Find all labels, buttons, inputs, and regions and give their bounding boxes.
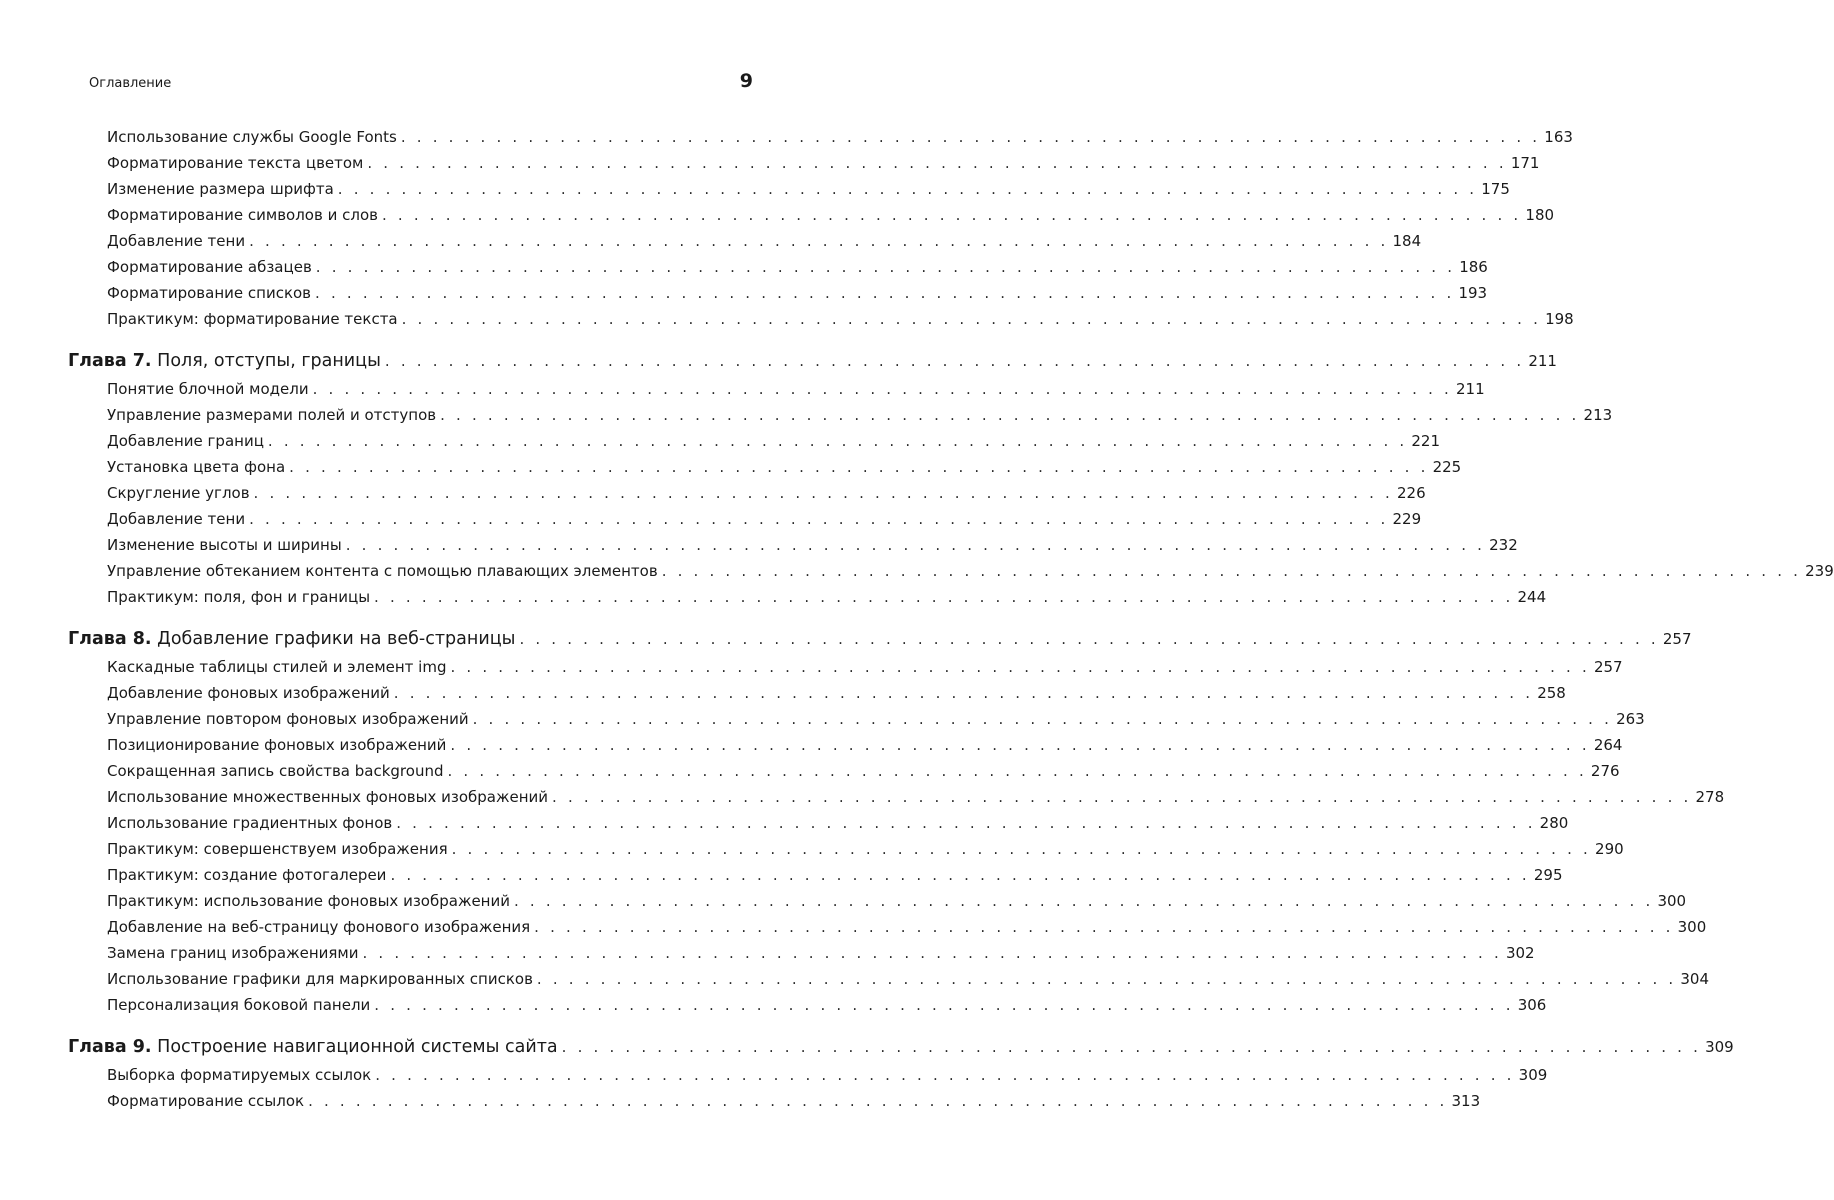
toc-entry[interactable] bbox=[0, 756, 1620, 782]
dot-leader: . . . . . . . . . . . . . . . . . . . . . . . . . . . . . . . . . . . . . . . . . . . . . . . . . . . . . . . . . . . . . . . . . . . . . . . . bbox=[472, 710, 1613, 728]
toc-entry-page: 300 bbox=[1677, 918, 1707, 936]
toc-entry[interactable] bbox=[0, 912, 1707, 938]
dot-leader: . . . . . . . . . . . . . . . . . . . . . . . . . . . . . . . . . . . . . . . . . . . . . . . . . . . . . . . . . . . . . . . . . . . . . . . . bbox=[375, 1066, 1515, 1084]
dot-leader: . . . . . . . . . . . . . . . . . . . . . . . . . . . . . . . . . . . . . . . . . . . . . . . . . . . . . . . . . . . . . . . . . . . . . . . . bbox=[534, 918, 1674, 936]
toc-entry[interactable] bbox=[0, 174, 1510, 200]
toc-entry[interactable] bbox=[0, 678, 1566, 704]
toc-entry-title: Позиционирование фоновых изображений bbox=[107, 736, 447, 754]
toc-entry-page: 313 bbox=[1451, 1092, 1481, 1110]
toc-entry[interactable] bbox=[0, 886, 1687, 912]
running-head: Оглавление bbox=[89, 76, 172, 91]
toc-entry[interactable] bbox=[0, 582, 1547, 608]
dot-leader: . . . . . . . . . . . . . . . . . . . . . . . . . . . . . . . . . . . . . . . . . . . . . . . . . . . . . . . . . . . . . . . . . . . . . . . . bbox=[312, 380, 1453, 398]
toc-entry-title: Практикум: использование фоновых изображений bbox=[107, 892, 510, 910]
toc-entry-title: Форматирование текста цветом bbox=[107, 154, 364, 172]
toc-entry-page: 278 bbox=[1695, 788, 1725, 806]
page-header bbox=[89, 70, 753, 94]
chapter-heading[interactable] bbox=[0, 1032, 1734, 1060]
dot-leader: . . . . . . . . . . . . . . . . . . . . . . . . . . . . . . . . . . . . . . . . . . . . . . . . . . . . . . . . . . . . . . . . . . . . . . . . bbox=[337, 180, 1478, 198]
dot-leader: . . . . . . . . . . . . . . . . . . . . . . . . . . . . . . . . . . . . . . . . . . . . . . . . . . . . . . . . . . . . . . . . . . . . . . . . bbox=[249, 232, 1389, 250]
toc-entry-title: Изменение размера шрифта bbox=[107, 180, 334, 198]
toc-entry-page: 304 bbox=[1680, 970, 1709, 988]
toc-entry[interactable] bbox=[0, 278, 1488, 304]
toc-entry-title: Понятие блочной модели bbox=[107, 380, 309, 398]
toc-entry-title: Добавление на веб-страницу фонового изображения bbox=[107, 918, 531, 936]
toc-entry-title: Практикум: совершенствуем изображения bbox=[107, 840, 448, 858]
toc-entry[interactable] bbox=[0, 252, 1488, 278]
toc-entry-title: Использование графики для маркированных списков bbox=[107, 970, 533, 988]
toc-entry-title: Использование множественных фоновых изображений bbox=[107, 788, 549, 806]
dot-leader: . . . . . . . . . . . . . . . . . . . . . . . . . . . . . . . . . . . . . . . . . . . . . . . . . . . . . . . . . . . . . . . . . . . . . . . . bbox=[447, 762, 1587, 780]
toc-entry-page: 309 bbox=[1518, 1066, 1548, 1084]
toc-entry-page: 163 bbox=[1544, 128, 1573, 146]
dot-leader: . . . . . . . . . . . . . . . . . . . . . . . . . . . . . . . . . . . . . . . . . . . . . . . . . . . . . . . . . . . . . . . . . . . . . . . . bbox=[552, 788, 1692, 806]
toc-entry-title: Управление обтеканием контента с помощью плавающих элементов bbox=[107, 562, 658, 580]
toc-entry-title: Управление повтором фоновых изображений bbox=[107, 710, 469, 728]
toc-entry[interactable] bbox=[0, 374, 1485, 400]
dot-leader: . . . . . . . . . . . . . . . . . . . . . . . . . . . . . . . . . . . . . . . . . . . . . . . . . . . . . . . . . . . . . . . . . . . . . . . . bbox=[362, 944, 1502, 962]
toc-entry-page: 302 bbox=[1505, 944, 1535, 962]
toc-entry[interactable] bbox=[0, 530, 1518, 556]
toc-entry-page: 180 bbox=[1525, 206, 1555, 224]
dot-leader: . . . . . . . . . . . . . . . . . . . . . . . . . . . . . . . . . . . . . . . . . . . . . . . . . . . . . . . . . . . . . . . . . . . . . . . . bbox=[315, 258, 1456, 276]
toc-entry-title: Добавление границ bbox=[107, 432, 264, 450]
toc-entry[interactable] bbox=[0, 122, 1573, 148]
toc-entry[interactable] bbox=[0, 964, 1709, 990]
toc-entry-title: Форматирование списков bbox=[107, 284, 312, 302]
page-number: 9 bbox=[739, 70, 753, 92]
dot-leader: . . . . . . . . . . . . . . . . . . . . . . . . . . . . . . . . . . . . . . . . . . . . . . . . . . . . . . . . . . . . . . . . . . . . . . . . bbox=[249, 510, 1389, 528]
toc-entry[interactable] bbox=[0, 148, 1540, 174]
chapter-page: 257 bbox=[1662, 630, 1692, 648]
dot-leader: . . . . . . . . . . . . . . . . . . . . . . . . . . . . . . . . . . . . . . . . . . . . . . . . . . . . . . . . . . . . . . . . . . . . . . . . bbox=[384, 352, 1525, 370]
toc-entry[interactable] bbox=[0, 652, 1623, 678]
toc-entry-page: 263 bbox=[1616, 710, 1645, 728]
chapter-title: Добавление графики на веб-страницы bbox=[157, 629, 516, 649]
toc-entry-title: Практикум: поля, фон и границы bbox=[107, 588, 371, 606]
toc-entry[interactable] bbox=[0, 452, 1462, 478]
toc-entry-page: 184 bbox=[1392, 232, 1422, 250]
dot-leader: . . . . . . . . . . . . . . . . . . . . . . . . . . . . . . . . . . . . . . . . . . . . . . . . . . . . . . . . . . . . . . . . . . . . . . . . bbox=[345, 536, 1486, 554]
toc-entry-title: Скругление углов bbox=[107, 484, 250, 502]
dot-leader: . . . . . . . . . . . . . . . . . . . . . . . . . . . . . . . . . . . . . . . . . . . . . . . . . . . . . . . . . . . . . . . . . . . . . . . . bbox=[267, 432, 1408, 450]
toc-entry-page: 258 bbox=[1537, 684, 1566, 702]
dot-leader: . . . . . . . . . . . . . . . . . . . . . . . . . . . . . . . . . . . . . . . . . . . . . . . . . . . . . . . . . . . . . . . . . . . . . . . . bbox=[450, 658, 1590, 676]
toc-entry-page: 225 bbox=[1432, 458, 1462, 476]
dot-leader: . . . . . . . . . . . . . . . . . . . . . . . . . . . . . . . . . . . . . . . . . . . . . . . . . . . . . . . . . . . . . . . . . . . . . . . . bbox=[514, 892, 1654, 910]
toc-entry-title: Практикум: создание фотогалереи bbox=[107, 866, 387, 884]
dot-leader: . . . . . . . . . . . . . . . . . . . . . . . . . . . . . . . . . . . . . . . . . . . . . . . . . . . . . . . . . . . . . . . . . . . . . . . . bbox=[374, 588, 1514, 606]
toc-entry-title: Каскадные таблицы стилей и элемент img bbox=[107, 658, 447, 676]
toc-entry[interactable] bbox=[0, 426, 1440, 452]
chapter-page: 309 bbox=[1705, 1038, 1734, 1056]
chapter-label: Глава 7. bbox=[68, 351, 152, 371]
chapter-heading[interactable] bbox=[0, 346, 1557, 374]
toc-entry-page: 229 bbox=[1392, 510, 1422, 528]
dot-leader: . . . . . . . . . . . . . . . . . . . . . . . . . . . . . . . . . . . . . . . . . . . . . . . . . . . . . . . . . . . . . . . . . . . . . . . . bbox=[519, 630, 1659, 648]
toc-entry-page: 306 bbox=[1517, 996, 1547, 1014]
toc-entry-page: 198 bbox=[1545, 310, 1574, 328]
toc-entry-page: 221 bbox=[1411, 432, 1440, 450]
toc-entry[interactable] bbox=[0, 938, 1535, 964]
toc-entry[interactable] bbox=[0, 200, 1555, 226]
toc-entry-page: 295 bbox=[1533, 866, 1563, 884]
toc-entry[interactable] bbox=[0, 1060, 1548, 1086]
toc-entry-title: Сокращенная запись свойства background bbox=[107, 762, 444, 780]
toc-entry-page: 186 bbox=[1459, 258, 1488, 276]
dot-leader: . . . . . . . . . . . . . . . . . . . . . . . . . . . . . . . . . . . . . . . . . . . . . . . . . . . . . . . . . . . . . . . . . . . . . . . . bbox=[451, 840, 1592, 858]
dot-leader: . . . . . . . . . . . . . . . . . . . . . . . . . . . . . . . . . . . . . . . . . . . . . . . . . . . . . . . . . . . . . . . . . . . . . . . . bbox=[396, 814, 1536, 832]
toc-entry[interactable] bbox=[0, 782, 1725, 808]
toc-entry-page: 171 bbox=[1510, 154, 1540, 172]
dot-leader: . . . . . . . . . . . . . . . . . . . . . . . . . . . . . . . . . . . . . . . . . . . . . . . . . . . . . . . . . . . . . . . . . . . . . . . . bbox=[561, 1038, 1702, 1056]
chapter-label: Глава 9. bbox=[68, 1037, 152, 1057]
dot-leader: . . . . . . . . . . . . . . . . . . . . . . . . . . . . . . . . . . . . . . . . . . . . . . . . . . . . . . . . . . . . . . . . . . . . . . . . bbox=[381, 206, 1522, 224]
toc-entry[interactable] bbox=[0, 1086, 1481, 1112]
toc-entry[interactable] bbox=[0, 704, 1645, 730]
toc-entry-page: 226 bbox=[1396, 484, 1426, 502]
dot-leader: . . . . . . . . . . . . . . . . . . . . . . . . . . . . . . . . . . . . . . . . . . . . . . . . . . . . . . . . . . . . . . . . . . . . . . . . bbox=[661, 562, 1802, 580]
toc-entry[interactable] bbox=[0, 834, 1624, 860]
toc-entry-page: 239 bbox=[1805, 562, 1834, 580]
toc-entry[interactable] bbox=[0, 304, 1574, 330]
toc-entry-page: 300 bbox=[1657, 892, 1687, 910]
toc-entry-page: 211 bbox=[1456, 380, 1485, 398]
toc-entry-page: 280 bbox=[1539, 814, 1569, 832]
chapter-heading[interactable] bbox=[0, 624, 1692, 652]
chapter-title: Построение навигационной системы сайта bbox=[157, 1037, 558, 1057]
toc-entry-title: Управление размерами полей и отступов bbox=[107, 406, 437, 424]
toc-entry-page: 257 bbox=[1593, 658, 1623, 676]
toc-entry[interactable] bbox=[0, 556, 1834, 582]
toc-entry-title: Выборка форматируемых ссылок bbox=[107, 1066, 372, 1084]
toc-entry-page: 232 bbox=[1489, 536, 1518, 554]
toc-entry[interactable] bbox=[0, 504, 1422, 530]
chapter-title: Поля, отступы, границы bbox=[157, 351, 381, 371]
dot-leader: . . . . . . . . . . . . . . . . . . . . . . . . . . . . . . . . . . . . . . . . . . . . . . . . . . . . . . . . . . . . . . . . . . . . . . . . bbox=[400, 128, 1541, 146]
toc-entry-title: Форматирование символов и слов bbox=[107, 206, 378, 224]
dot-leader: . . . . . . . . . . . . . . . . . . . . . . . . . . . . . . . . . . . . . . . . . . . . . . . . . . . . . . . . . . . . . . . . . . . . . . . . bbox=[401, 310, 1542, 328]
dot-leader: . . . . . . . . . . . . . . . . . . . . . . . . . . . . . . . . . . . . . . . . . . . . . . . . . . . . . . . . . . . . . . . . . . . . . . . . bbox=[450, 736, 1590, 754]
toc-entry-title: Добавление тени bbox=[107, 232, 246, 250]
toc-entry-page: 244 bbox=[1517, 588, 1547, 606]
dot-leader: . . . . . . . . . . . . . . . . . . . . . . . . . . . . . . . . . . . . . . . . . . . . . . . . . . . . . . . . . . . . . . . . . . . . . . . . bbox=[367, 154, 1507, 172]
table-of-contents bbox=[0, 122, 1834, 1112]
toc-entry-title: Форматирование ссылок bbox=[107, 1092, 305, 1110]
toc-entry[interactable] bbox=[0, 990, 1547, 1016]
dot-leader: . . . . . . . . . . . . . . . . . . . . . . . . . . . . . . . . . . . . . . . . . . . . . . . . . . . . . . . . . . . . . . . . . . . . . . . . bbox=[315, 284, 1455, 302]
dot-leader: . . . . . . . . . . . . . . . . . . . . . . . . . . . . . . . . . . . . . . . . . . . . . . . . . . . . . . . . . . . . . . . . . . . . . . . . bbox=[289, 458, 1429, 476]
dot-leader: . . . . . . . . . . . . . . . . . . . . . . . . . . . . . . . . . . . . . . . . . . . . . . . . . . . . . . . . . . . . . . . . . . . . . . . . bbox=[308, 1092, 1448, 1110]
toc-entry-page: 213 bbox=[1583, 406, 1613, 424]
toc-entry-page: 276 bbox=[1590, 762, 1620, 780]
toc-entry[interactable] bbox=[0, 860, 1563, 886]
toc-entry-page: 264 bbox=[1593, 736, 1623, 754]
toc-entry[interactable] bbox=[0, 478, 1426, 504]
toc-entry[interactable] bbox=[0, 400, 1613, 426]
toc-entry[interactable] bbox=[0, 808, 1569, 834]
toc-entry-title: Использование службы Google Fonts bbox=[107, 128, 397, 146]
toc-entry-title: Установка цвета фона bbox=[107, 458, 286, 476]
toc-entry-title: Изменение высоты и ширины bbox=[107, 536, 342, 554]
dot-leader: . . . . . . . . . . . . . . . . . . . . . . . . . . . . . . . . . . . . . . . . . . . . . . . . . . . . . . . . . . . . . . . . . . . . . . . . bbox=[253, 484, 1393, 502]
toc-entry[interactable] bbox=[0, 226, 1422, 252]
dot-leader: . . . . . . . . . . . . . . . . . . . . . . . . . . . . . . . . . . . . . . . . . . . . . . . . . . . . . . . . . . . . . . . . . . . . . . . . bbox=[536, 970, 1677, 988]
toc-entry-title: Добавление тени bbox=[107, 510, 246, 528]
chapter-page: 211 bbox=[1528, 352, 1557, 370]
toc-entry-title: Добавление фоновых изображений bbox=[107, 684, 390, 702]
toc-entry-title: Практикум: форматирование текста bbox=[107, 310, 398, 328]
chapter-label: Глава 8. bbox=[68, 629, 152, 649]
toc-entry-title: Форматирование абзацев bbox=[107, 258, 312, 276]
dot-leader: . . . . . . . . . . . . . . . . . . . . . . . . . . . . . . . . . . . . . . . . . . . . . . . . . . . . . . . . . . . . . . . . . . . . . . . . bbox=[374, 996, 1514, 1014]
toc-entry-page: 193 bbox=[1458, 284, 1488, 302]
toc-entry-title: Персонализация боковой панели bbox=[107, 996, 371, 1014]
toc-entry-title: Использование градиентных фонов bbox=[107, 814, 393, 832]
toc-entry-title: Замена границ изображениями bbox=[107, 944, 359, 962]
toc-entry[interactable] bbox=[0, 730, 1623, 756]
toc-entry-page: 175 bbox=[1481, 180, 1510, 198]
dot-leader: . . . . . . . . . . . . . . . . . . . . . . . . . . . . . . . . . . . . . . . . . . . . . . . . . . . . . . . . . . . . . . . . . . . . . . . . bbox=[390, 866, 1530, 884]
dot-leader: . . . . . . . . . . . . . . . . . . . . . . . . . . . . . . . . . . . . . . . . . . . . . . . . . . . . . . . . . . . . . . . . . . . . . . . . bbox=[440, 406, 1580, 424]
toc-entry-page: 290 bbox=[1595, 840, 1624, 858]
dot-leader: . . . . . . . . . . . . . . . . . . . . . . . . . . . . . . . . . . . . . . . . . . . . . . . . . . . . . . . . . . . . . . . . . . . . . . . . bbox=[393, 684, 1534, 702]
